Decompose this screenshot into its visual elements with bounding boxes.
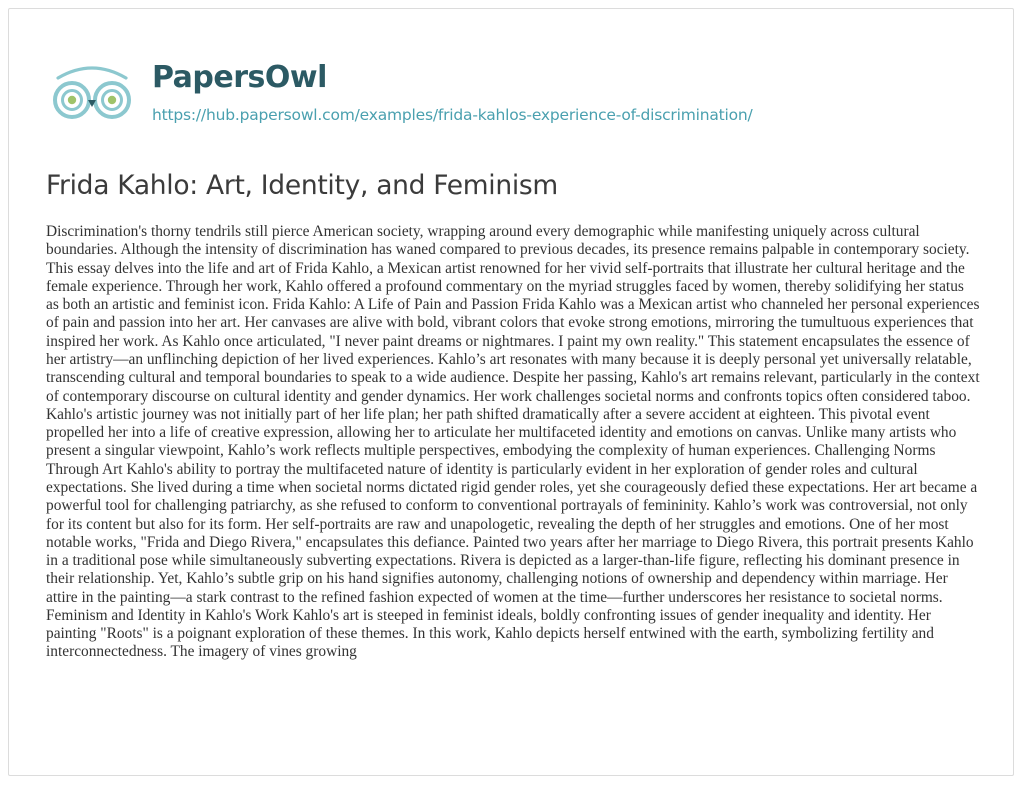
essay-body: Discrimination's thorny tendrils still pierce American society, wrapping around every demographic while manifesting uniquely across cultural boundaries. Although the intensity of discrimination has waned compared to previous decades, its presence remains palpable in contemporary society. This essay delves into the life and art of Frida Kahlo, a Mexican artist renowned for her vivid self-portraits that illustrate her cultural heritage and the female experience. Through her work, Kahlo offered a profound commentary on the myriad struggles faced by women, thereby solidifying her status as both an artistic and feminist icon. Frida Kahlo: A Life of Pain and Passion Frida Kahlo was a Mexican artist who channeled her personal experiences of pain and passion into her art. Her canvases are alive with bold, vibrant colors that evoke strong emotions, mirroring the tumultuous experiences that inspired her work. As Kahlo once articulated, "I never paint dreams or nightmares. I paint my own reality." This statement encapsulates the essence of her artistry—an unflinching depiction of her lived experiences. Kahlo’s art resonates with many because it is deeply personal yet universally relatable, transcending cultural and temporal boundaries to speak to a wide audience. Despite her passing, Kahlo's art remains relevant, particularly in the context of contemporary discourse on cultural identity and gender dynamics. Her work challenges societal norms and confronts topics often considered taboo. Kahlo's artistic journey was not initially part of her life plan; her path shifted dramatically after a severe accident at eighteen. This pivotal event propelled her into a life of creative expression, allowing her to articulate her multifaceted identity and emotions on canvas. Unlike many artists who present a singular viewpoint, Kahlo’s work reflects multiple perspectives, embodying the complexity of human experiences. Challenging Norms Through Art Kahlo's ability to portray the multifaceted nature of identity is particularly evident in her exploration of gender roles and cultural expectations. She lived during a time when societal norms dictated rigid gender roles, yet she courageously defied these expectations. Her art became a powerful tool for challenging patriarchy, as she refused to conform to conventional portrayals of femininity. Kahlo’s work was controversial, not only for its content but also for its form. Her self-portraits are raw and unapologetic, revealing the depth of her struggles and emotions. One of her most notable works, "Frida and Diego Rivera," encapsulates this defiance. Painted two years after her marriage to Diego Rivera, this portrait presents Kahlo in a traditional pose while simultaneously subverting expectations. Rivera is depicted as a larger-than-life figure, reflecting his dominant presence in their relationship. Yet, Kahlo’s subtle grip on his hand signifies autonomy, challenging notions of ownership and dependency within marriage. Her attire in the painting—a stark contrast to the refined fashion expected of women at the time—further underscores her resistance to societal norms. Feminism and Identity in Kahlo's Work Kahlo's art is steeped in feminist ideals, boldly confronting issues of gender inequality and identity. Her painting "Roots" is a poignant exploration of these themes. In this work, Kahlo depicts herself entwined with the earth, symbolizing fertility and interconnectedness. The imagery of vines growing (46, 223, 980, 661)
brand-name: PapersOwl (152, 60, 327, 95)
owl-eyes-icon (46, 62, 138, 126)
source-url-link[interactable]: https://hub.papersowl.com/examples/frida-kahlos-experience-of-discrimination/ (152, 106, 753, 124)
page-title: Frida Kahlo: Art, Identity, and Feminism (46, 170, 558, 201)
site-header (46, 58, 946, 130)
